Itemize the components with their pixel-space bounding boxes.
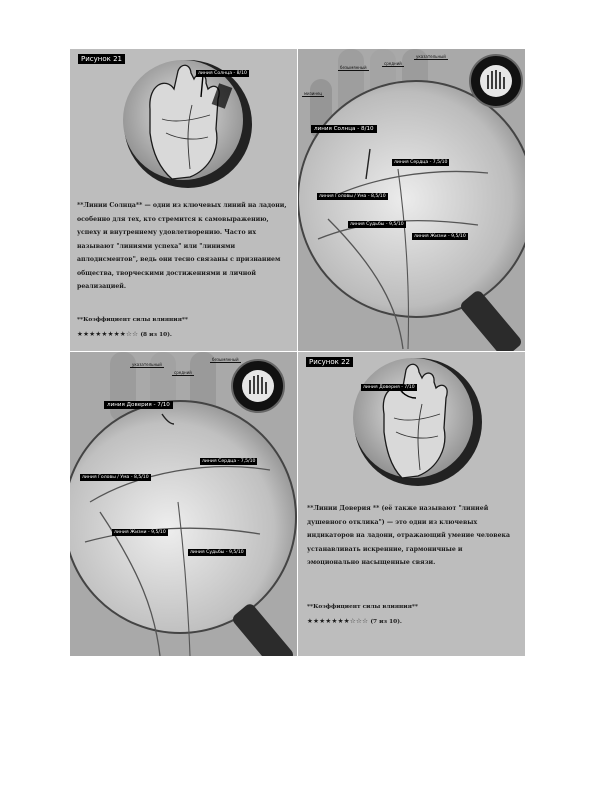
- coefficient-label: **Коэффициент силы влияния**: [307, 604, 418, 610]
- life-line-tag: линия Жизни - 9,5/10: [114, 530, 166, 535]
- palm-magnifier-panel-sun: [298, 49, 525, 351]
- description-line: индикаторов на ладони, отражающий умение человека: [307, 532, 510, 539]
- trust-line-coefficient: [307, 600, 521, 629]
- sun-line-tag: линия Солнца - 8/10: [311, 125, 377, 133]
- finger-tag-little: мизинец: [304, 91, 323, 96]
- description-line: эмоционально насыщенные связи.: [307, 559, 436, 566]
- coefficient-value: (7 из 10).: [370, 619, 402, 625]
- palm-magnifier-panel-trust: [70, 352, 297, 656]
- finger-tag-index: указательный: [132, 362, 162, 367]
- description-line: душевного отклика") — это одни из ключевых: [307, 518, 478, 526]
- description-line: аплодисментов", ведь они тесно связаны с признанием: [77, 256, 281, 263]
- figure-22-label: Рисунок 22: [306, 357, 353, 367]
- sun-line-inset-tag: линия Солнца - 8/10: [198, 71, 247, 76]
- description-line: особенно для тех, кто стремится к самовыражению,: [77, 215, 269, 223]
- description-line: называют "линиями успеха" или "линиями: [77, 242, 236, 250]
- head-line-tag: линия Головы / Ума - 8,5/10: [82, 475, 149, 480]
- finger-tag-index: указательный: [416, 54, 446, 59]
- coefficient-value: (8 из 10).: [140, 332, 172, 338]
- trust-line-tag: линия Доверия - 7/10: [104, 401, 173, 409]
- trust-line-inset-tag: линия Доверия - 7/10: [363, 385, 415, 390]
- rating-stars: ★★★★★★★★☆☆: [77, 330, 139, 338]
- life-line-tag: линия Жизни - 9,5/10: [414, 234, 466, 239]
- description-line: устанавливать искренние, гармоничные и: [307, 545, 463, 553]
- rating-stars: ★★★★★★★☆☆☆: [307, 617, 369, 625]
- sun-line-description: [77, 199, 293, 294]
- description-line: реализацией.: [77, 283, 127, 290]
- finger-tag-middle: средний: [384, 61, 402, 66]
- finger-tag-ring: безымянный: [212, 357, 239, 362]
- head-line-tag: линия Головы / Ума - 8,5/10: [319, 194, 386, 199]
- trust-line-description: [307, 502, 521, 570]
- heart-line-tag: линия Сердца - 7,5/10: [394, 160, 448, 165]
- fate-line-tag: линия Судьбы - 9,5/10: [350, 222, 404, 227]
- coefficient-label: **Коэффициент силы влияния**: [77, 317, 188, 323]
- figure-22-panel: [298, 352, 525, 656]
- description-line: **Линии Солнца** — одни из ключевых линий на ладони,: [77, 202, 287, 209]
- sun-line-coefficient: [77, 313, 293, 342]
- heart-line-tag: линия Сердца - 7,5/10: [202, 459, 256, 464]
- description-line: общества, творческими достижениями и личной: [77, 269, 257, 277]
- finger-tag-middle: средний: [174, 370, 192, 375]
- palm-magnifier-illustration: [70, 352, 297, 656]
- figure-21-panel: [70, 49, 297, 351]
- figure-21-label: Рисунок 21: [78, 54, 125, 64]
- description-line: **Линии Доверия ** (её также называют "линией: [307, 505, 489, 512]
- description-line: успеху и внутреннему удовлетворению. Часто их: [77, 229, 257, 236]
- magnifier-handle: [459, 289, 524, 351]
- fate-line-tag: линия Судьбы - 9,5/10: [190, 550, 244, 555]
- finger-tag-ring: безымянный: [340, 65, 367, 70]
